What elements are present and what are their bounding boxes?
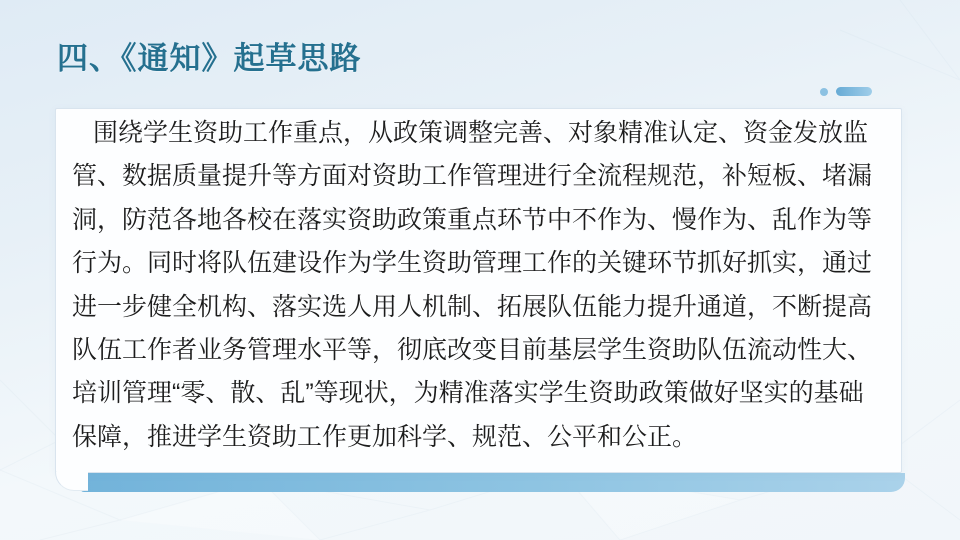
card-corner-tail (55, 472, 88, 491)
body-paragraph (72, 112, 873, 459)
body-line: 洞，防范各地各校在落实资助政策重点环节中不作为、慢作为、乱作为等 (72, 205, 873, 234)
body-line: 培训管理“零、散、乱”等现状，为精准落实学生资助政策做好坚实的基础 (72, 379, 864, 408)
body-line: 队伍工作者业务管理水平等，彻底改变目前基层学生资助队伍流动性大、 (72, 335, 873, 364)
body-line: 行为。同时将队伍建设作为学生资助管理工作的关键环节抓好抓实，通过 (72, 249, 873, 278)
body-line: 保障，推进学生资助工作更加科学、规范、公平和公正。 (72, 422, 698, 451)
body-line: 管、数据质量提升等方面对资助工作管理进行全流程规范，补短板、堵漏 (72, 162, 873, 191)
accent-bar (80, 473, 905, 492)
body-line: 围绕学生资助工作重点，从政策调整完善、对象精准认定、资金发放监 (93, 119, 869, 147)
decor-pill-icon (836, 87, 872, 96)
slide-title: 四、《通知》起草思路 (57, 41, 362, 76)
decor-dot-icon (820, 88, 828, 96)
body-line: 进一步健全机构、落实选人用人机制、拓展队伍能力提升通道，不断提高 (72, 292, 873, 321)
